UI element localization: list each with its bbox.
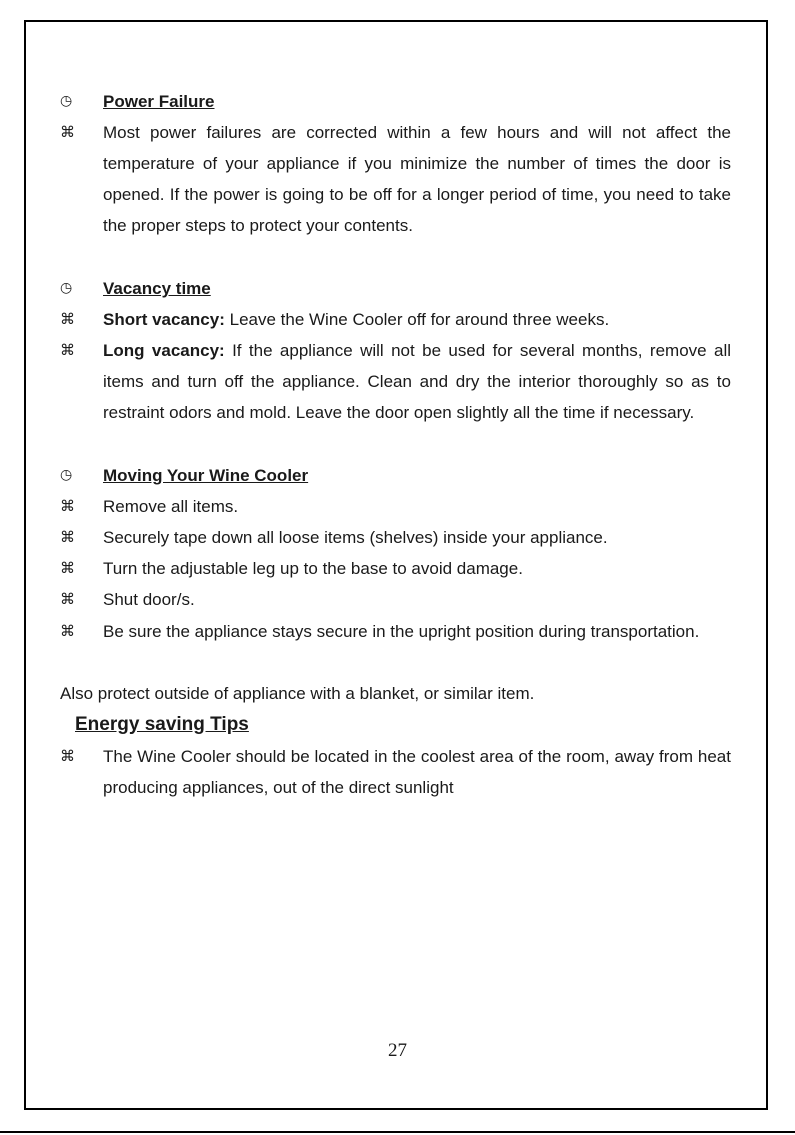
clock-icon: ◷ — [60, 280, 73, 296]
command-key-icon: ⌘ — [60, 497, 75, 515]
command-key-icon: ⌘ — [60, 559, 75, 577]
clock-icon: ◷ — [60, 93, 73, 109]
long-vacancy-label: Long vacancy: — [103, 341, 225, 360]
command-key-icon: ⌘ — [60, 310, 75, 328]
page-number: 27 — [388, 1040, 407, 1061]
moving-item-text: Be sure the appliance stays secure in the upright position during transportation. — [103, 622, 700, 641]
short-vacancy-text: Leave the Wine Cooler off for around three weeks. — [224, 310, 610, 329]
long-vacancy-item — [103, 335, 731, 428]
power-failure-text: Most power failures are corrected within a few hours and will not affect the temperature of your appliance if you minimize the number of times the door is opened. If the power is going to be off for a longer period of time, you need to take the proper steps to protect your contents. — [103, 123, 731, 235]
short-vacancy-label: Short vacancy: — [103, 310, 225, 329]
moving-item-text: Shut door/s. — [103, 590, 195, 609]
clock-icon: ◷ — [60, 467, 73, 483]
command-key-icon: ⌘ — [60, 528, 75, 546]
moving-note: Also protect outside of appliance with a blanket, or similar item. — [60, 684, 535, 703]
short-vacancy-item — [103, 304, 731, 335]
long-vacancy-text: If the appliance will not be used for several months, remove all items and turn off the appliance. Clean and dry the interior thoroughly so as to restraint odors and mold. Leave the door open slightly all the time if necessary. — [103, 341, 731, 422]
command-key-icon: ⌘ — [60, 341, 75, 359]
heading-moving: Moving Your Wine Cooler — [103, 466, 309, 485]
command-key-icon: ⌘ — [60, 622, 75, 640]
heading-power-failure: Power Failure — [103, 92, 215, 111]
heading-energy-saving: Energy saving Tips — [75, 714, 249, 735]
moving-item-text: Remove all items. — [103, 497, 239, 516]
moving-item-text: Turn the adjustable leg up to the base to avoid damage. — [103, 559, 523, 578]
heading-vacancy-time: Vacancy time — [103, 279, 211, 298]
energy-item-text: The Wine Cooler should be located in the coolest area of the room, away from heat producing appliances, out of the direct sunlight — [103, 747, 731, 797]
moving-item-text: Securely tape down all loose items (shelves) inside your appliance. — [103, 528, 608, 547]
command-key-icon: ⌘ — [60, 747, 75, 765]
command-key-icon: ⌘ — [60, 590, 75, 608]
command-key-icon: ⌘ — [60, 123, 75, 141]
